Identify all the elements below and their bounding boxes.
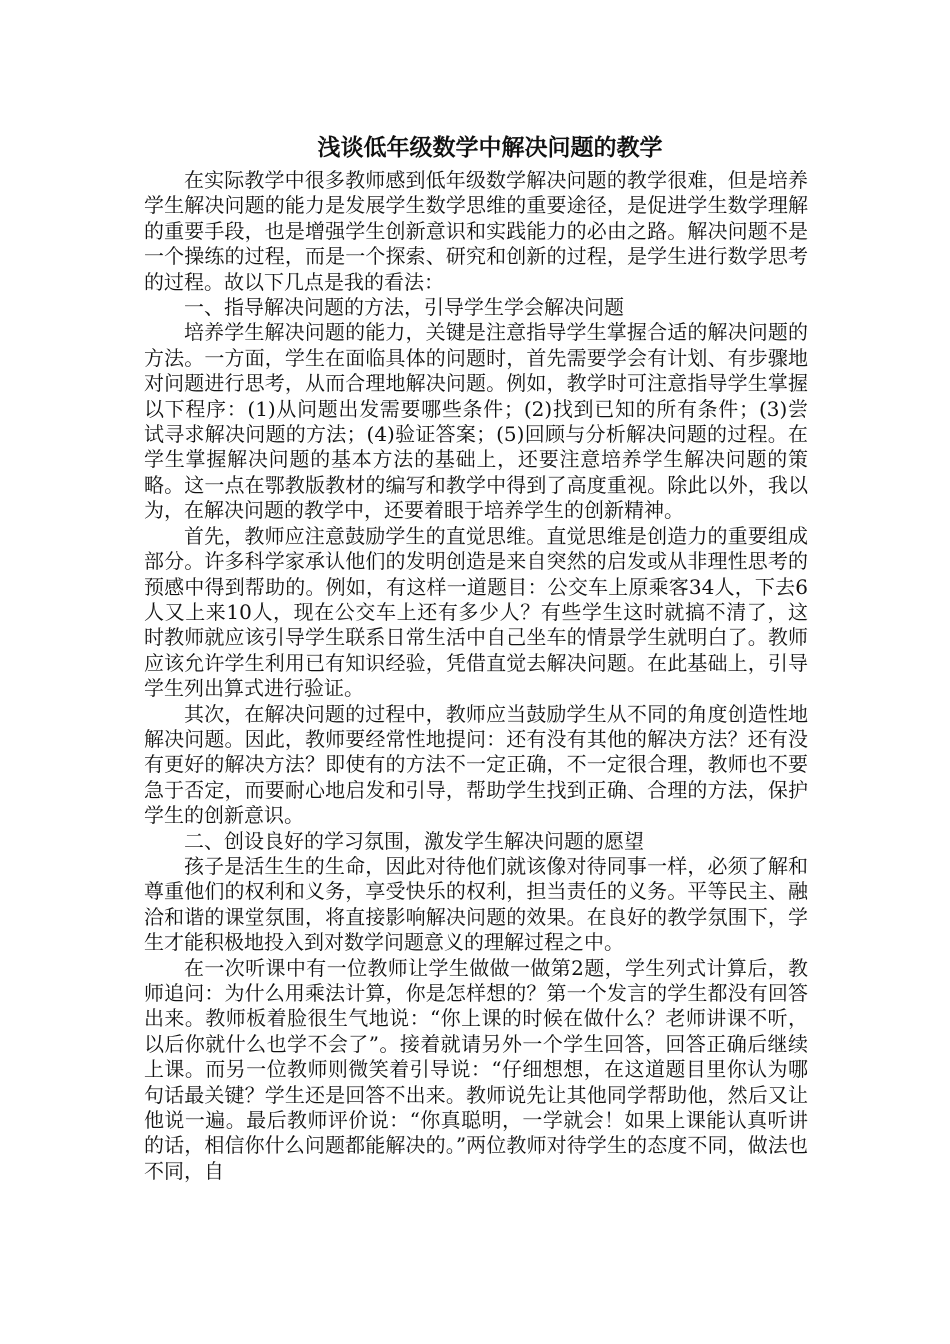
paragraph-lesson-example: 在一次听课中有一位教师让学生做做一做第2题，学生列式计算后，教师追问：为什么用乘法计算，你是怎样想的？第一个发言的学生都没有回答出来。教师板着脸很生气地说：“你上课的时候在做什么？老师讲课不听，以后你就什么也学不会了”。接着就请另外一个学生回答，回答正确后继续上课。而另一位教师则微笑着引导说：“仔细想想，在这道题目里你认为哪句话最关键？学生还是回答不出来。教师说先让其他同学帮助他，然后又让他说一遍。最后教师评价说：“你真聪明，一学就会！如果上课能认真听讲的话，相信你什么问题都能解决的。”两位教师对待学生的态度不同，做法也不同，自 [144,955,808,1183]
document-page [144,130,808,1184]
paragraph-atmosphere: 孩子是活生生的生命，因此对待他们就该像对待同事一样，必须了解和尊重他们的权利和义务，享受快乐的权利，担当责任的义务。平等民主、融洽和谐的课堂氛围，将直接影响解决问题的效果。在良好的教学氛围下，学生才能积极地投入到对数学问题意义的理解过程之中。 [144,853,808,955]
document-title: 浅谈低年级数学中解决问题的教学 [317,134,663,161]
paragraph-intro: 在实际教学中很多教师感到低年级数学解决问题的教学很难，但是培养学生解决问题的能力是发展学生数学思维的重要途径，是促进学生数学理解的重要手段，也是增强学生创新意识和实践能力的必由之路。解决问题不是一个操练的过程，而是一个探索、研究和创新的过程，是学生进行数学思考的过程。故以下几点是我的看法： [144,168,808,294]
section-heading-1: 一、指导解决问题的方法，引导学生学会解决问题 [184,295,624,320]
paragraph-intuition: 首先，教师应注意鼓励学生的直觉思维。直觉思维是创造力的重要组成部分。许多科学家承认他们的发明创造是来自突然的启发或从非理性思考的预感中得到帮助的。例如，有这样一道题目：公交车上原乘客34人，下去6人又上来10人，现在公交车上还有多少人？有些学生这时就搞不清了，这时教师就应该引导学生联系日常生活中自己坐车的情景学生就明白了。教师应该允许学生利用已有知识经验，凭借直觉去解决问题。在此基础上，引导学生列出算式进行验证。 [144,523,808,701]
paragraph-methods: 培养学生解决问题的能力，关键是注意指导学生掌握合适的解决问题的方法。一方面，学生在面临具体的问题时，首先需要学会有计划、有步骤地对问题进行思考，从而合理地解决问题。例如，教学时可注意指导学生掌握以下程序：(1)从问题出发需要哪些条件；(2)找到已知的所有条件；(3)尝试寻求解决问题的方法；(4)验证答案；(5)回顾与分析解决问题的过程。在学生掌握解决问题的基本方法的基础上，还要注意培养学生解决问题的策略。这一点在鄂教版教材的编写和教学中得到了高度重视。除此以外，我以为，在解决问题的教学中，还要着眼于培养学生的创新精神。 [144,320,808,523]
paragraph-creativity: 其次，在解决问题的过程中，教师应当鼓励学生从不同的角度创造性地解决问题。因此，教师要经常性地提问：还有没有其他的解决方法？还有没有更好的解决方法？即使有的方法不一定正确，不一定很合理，教师也不要急于否定，而要耐心地启发和引导，帮助学生找到正确、合理的方法，保护学生的创新意识。 [144,701,808,828]
section-heading-2: 二、创设良好的学习氛围，激发学生解决问题的愿望 [184,828,644,853]
